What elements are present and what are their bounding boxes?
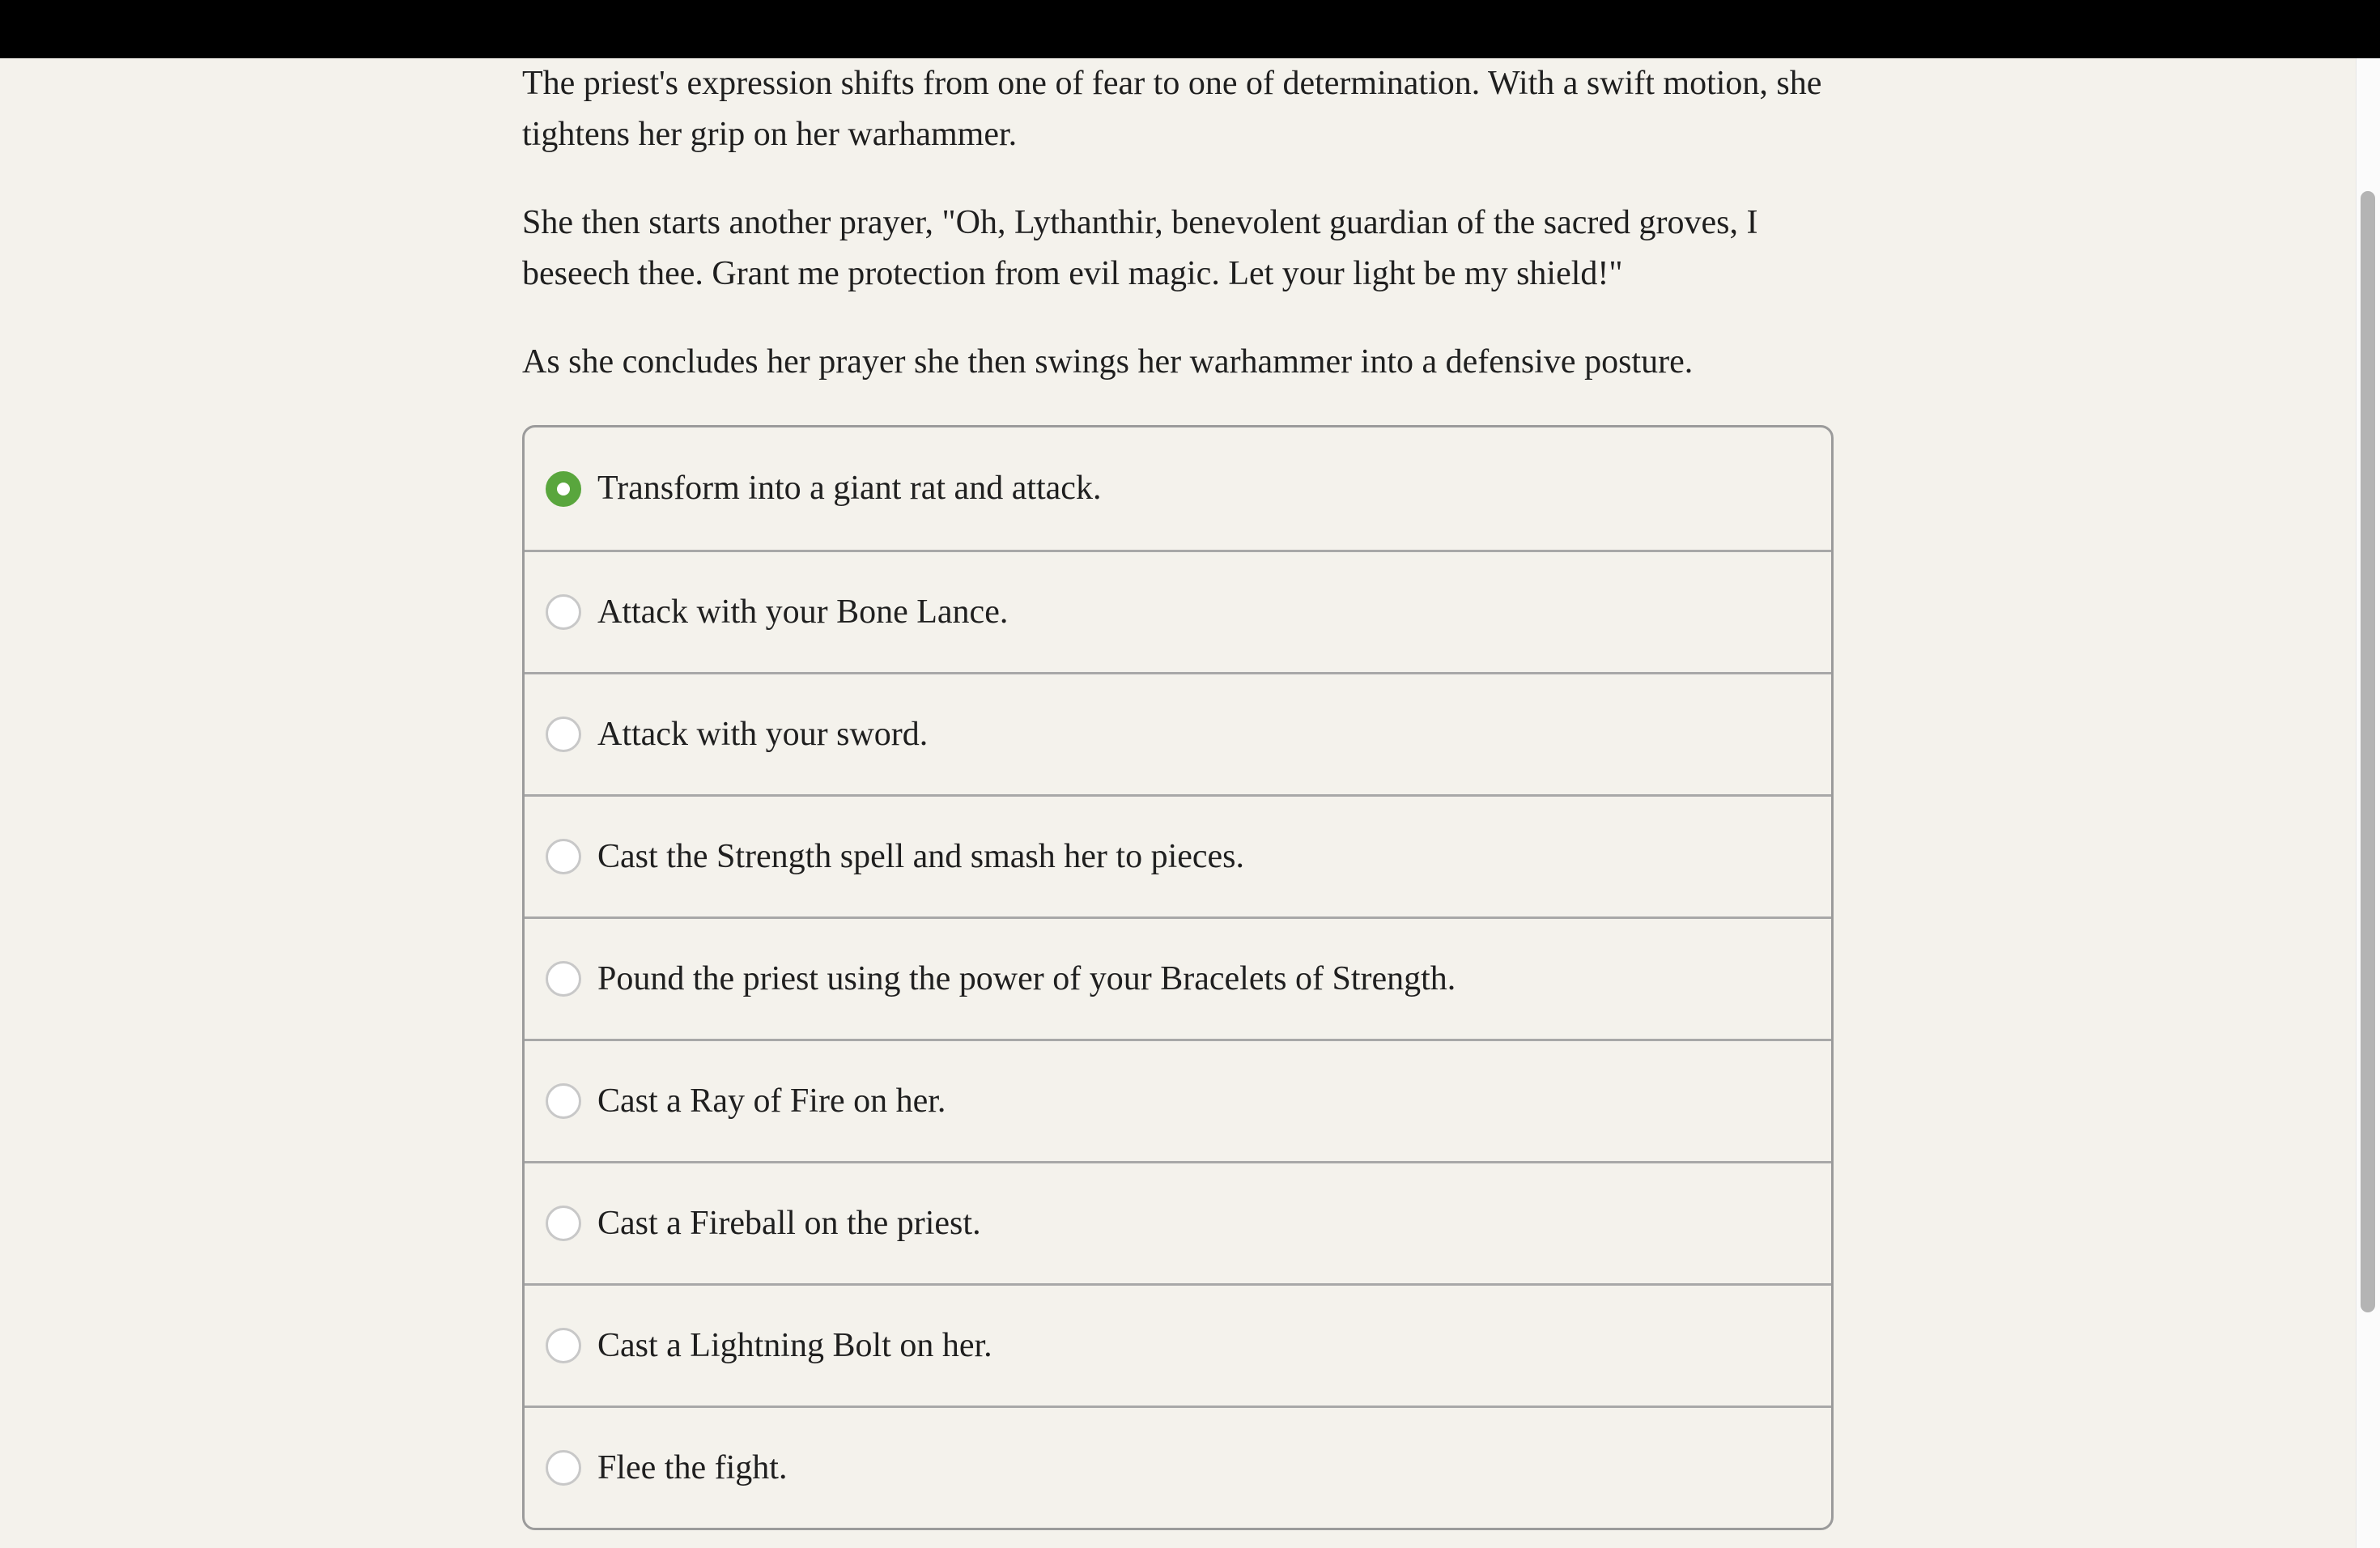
choice-label: Transform into a giant rat and attack. — [597, 470, 1102, 508]
radio-unselected-icon[interactable] — [546, 594, 581, 630]
radio-selected-icon[interactable] — [546, 471, 581, 507]
radio-unselected-icon[interactable] — [546, 1206, 581, 1241]
scrollbar-track[interactable] — [2356, 58, 2380, 1548]
choice-label: Attack with your Bone Lance. — [597, 593, 1009, 631]
radio-unselected-icon[interactable] — [546, 961, 581, 997]
choice-option-bracelets-of-strength[interactable] — [525, 916, 1831, 1039]
choice-option-transform-giant-rat[interactable] — [525, 427, 1831, 550]
choice-label: Cast a Fireball on the priest. — [597, 1204, 981, 1242]
choices-list — [522, 425, 1834, 1530]
choice-label: Cast a Ray of Fire on her. — [597, 1082, 946, 1120]
choice-option-lightning-bolt[interactable] — [525, 1283, 1831, 1406]
radio-unselected-icon[interactable] — [546, 1450, 581, 1486]
choice-label: Cast the Strength spell and smash her to pieces. — [597, 837, 1245, 875]
story-scroll-area — [0, 58, 2356, 1530]
radio-unselected-icon[interactable] — [546, 1083, 581, 1119]
story-paragraph: She then starts another prayer, "Oh, Lythanthir, benevolent guardian of the sacred groves, I beseech thee. Grant me protection from evil magic. Let your light be my shield!" — [522, 204, 1758, 292]
top-black-bar — [0, 0, 2380, 58]
choice-option-bone-lance[interactable] — [525, 550, 1831, 672]
choice-label: Flee the fight. — [597, 1448, 788, 1486]
choice-label: Pound the priest using the power of your Bracelets of Strength. — [597, 959, 1456, 997]
choice-label: Cast a Lightning Bolt on her. — [597, 1326, 992, 1364]
scrollbar-thumb[interactable] — [2361, 191, 2375, 1312]
choice-option-sword[interactable] — [525, 672, 1831, 794]
choice-option-strength-spell[interactable] — [525, 794, 1831, 916]
radio-unselected-icon[interactable] — [546, 1328, 581, 1363]
story-paragraph: As she concludes her prayer she then swings her warhammer into a defensive posture. — [522, 343, 1694, 381]
choice-option-ray-of-fire[interactable] — [525, 1039, 1831, 1161]
radio-unselected-icon[interactable] — [546, 717, 581, 752]
radio-unselected-icon[interactable] — [546, 839, 581, 874]
choice-option-flee[interactable] — [525, 1406, 1831, 1528]
story-paragraph: The priest's expression shifts from one of fear to one of determination. With a swift motion, she tightens her grip on her warhammer. — [522, 65, 1822, 153]
choice-option-fireball[interactable] — [525, 1161, 1831, 1283]
story-content-column — [522, 58, 1834, 1530]
choice-label: Attack with your sword. — [597, 715, 929, 753]
